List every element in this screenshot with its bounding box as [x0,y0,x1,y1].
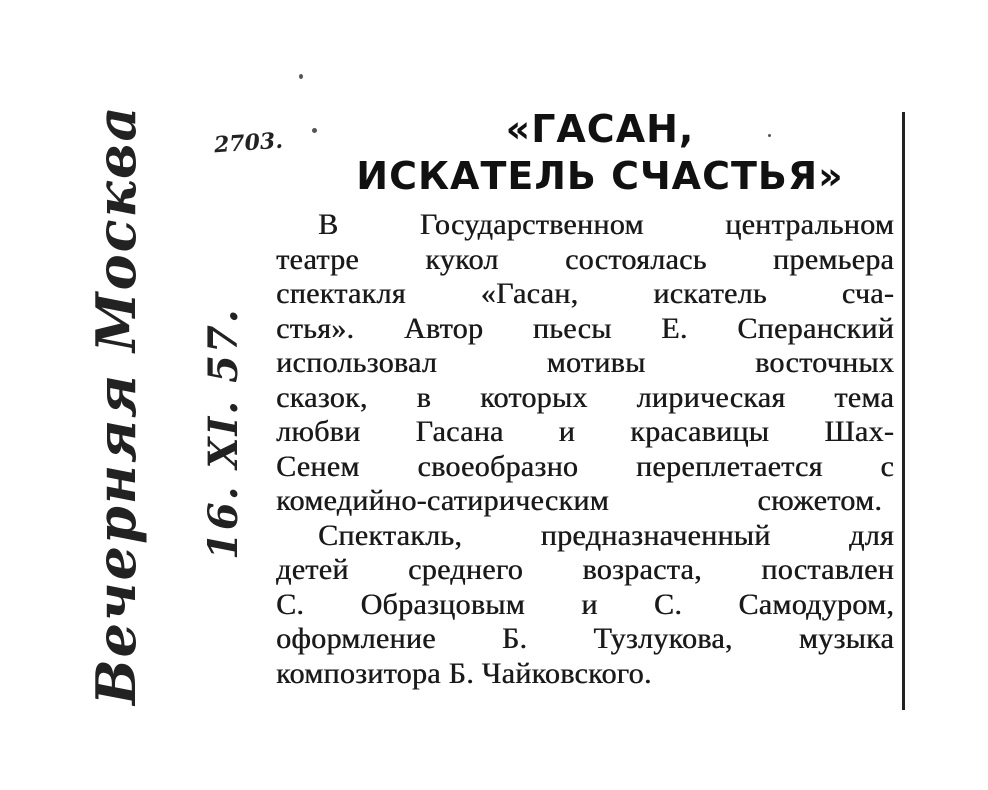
article-line: оформление Б. Тузлукова, музыка [276,622,894,655]
article-line: спектакля «Гасан, искатель сча- [276,277,894,310]
headline-line-2: ИСКАТЕЛЬ СЧАСТЬЯ» [356,154,844,198]
scan-speck [299,74,303,79]
article-line: использовал мотивы восточных [276,346,894,379]
article-line: С. Образцовым и С. Самодуром, [276,587,894,621]
article-line: театре кукол состоялась премьера [276,242,894,276]
article-line: сказок, в которых лирическая тема [276,380,894,414]
article-line: Спектакль, предназначенный для [318,518,894,552]
scan-speck [312,128,317,133]
article-body [276,208,894,691]
article-line: детей среднего возраста, поставлен [276,553,894,586]
article-line: стья». Автор пьесы Е. Сперанский [276,311,894,345]
article-line: комедийно-сатирическим сюжетом. [276,484,882,517]
handwritten-archive-number: 2703. [213,127,284,159]
article-line: композитора Б. Чайковского. [276,656,652,690]
handwritten-source-note: Вечерняя Москва [84,104,148,705]
article-line: Сенем своеобразно переплетается с [276,449,894,483]
headline-line-1: «ГАСАН, [505,107,695,151]
article-line: В Государственном центральном [318,208,894,241]
article-line: любви Гасана и красавицы Шах- [276,415,894,448]
column-rule [902,112,905,710]
article-headline [330,106,870,200]
handwritten-date-note: 16. XI. 57. [200,307,247,560]
